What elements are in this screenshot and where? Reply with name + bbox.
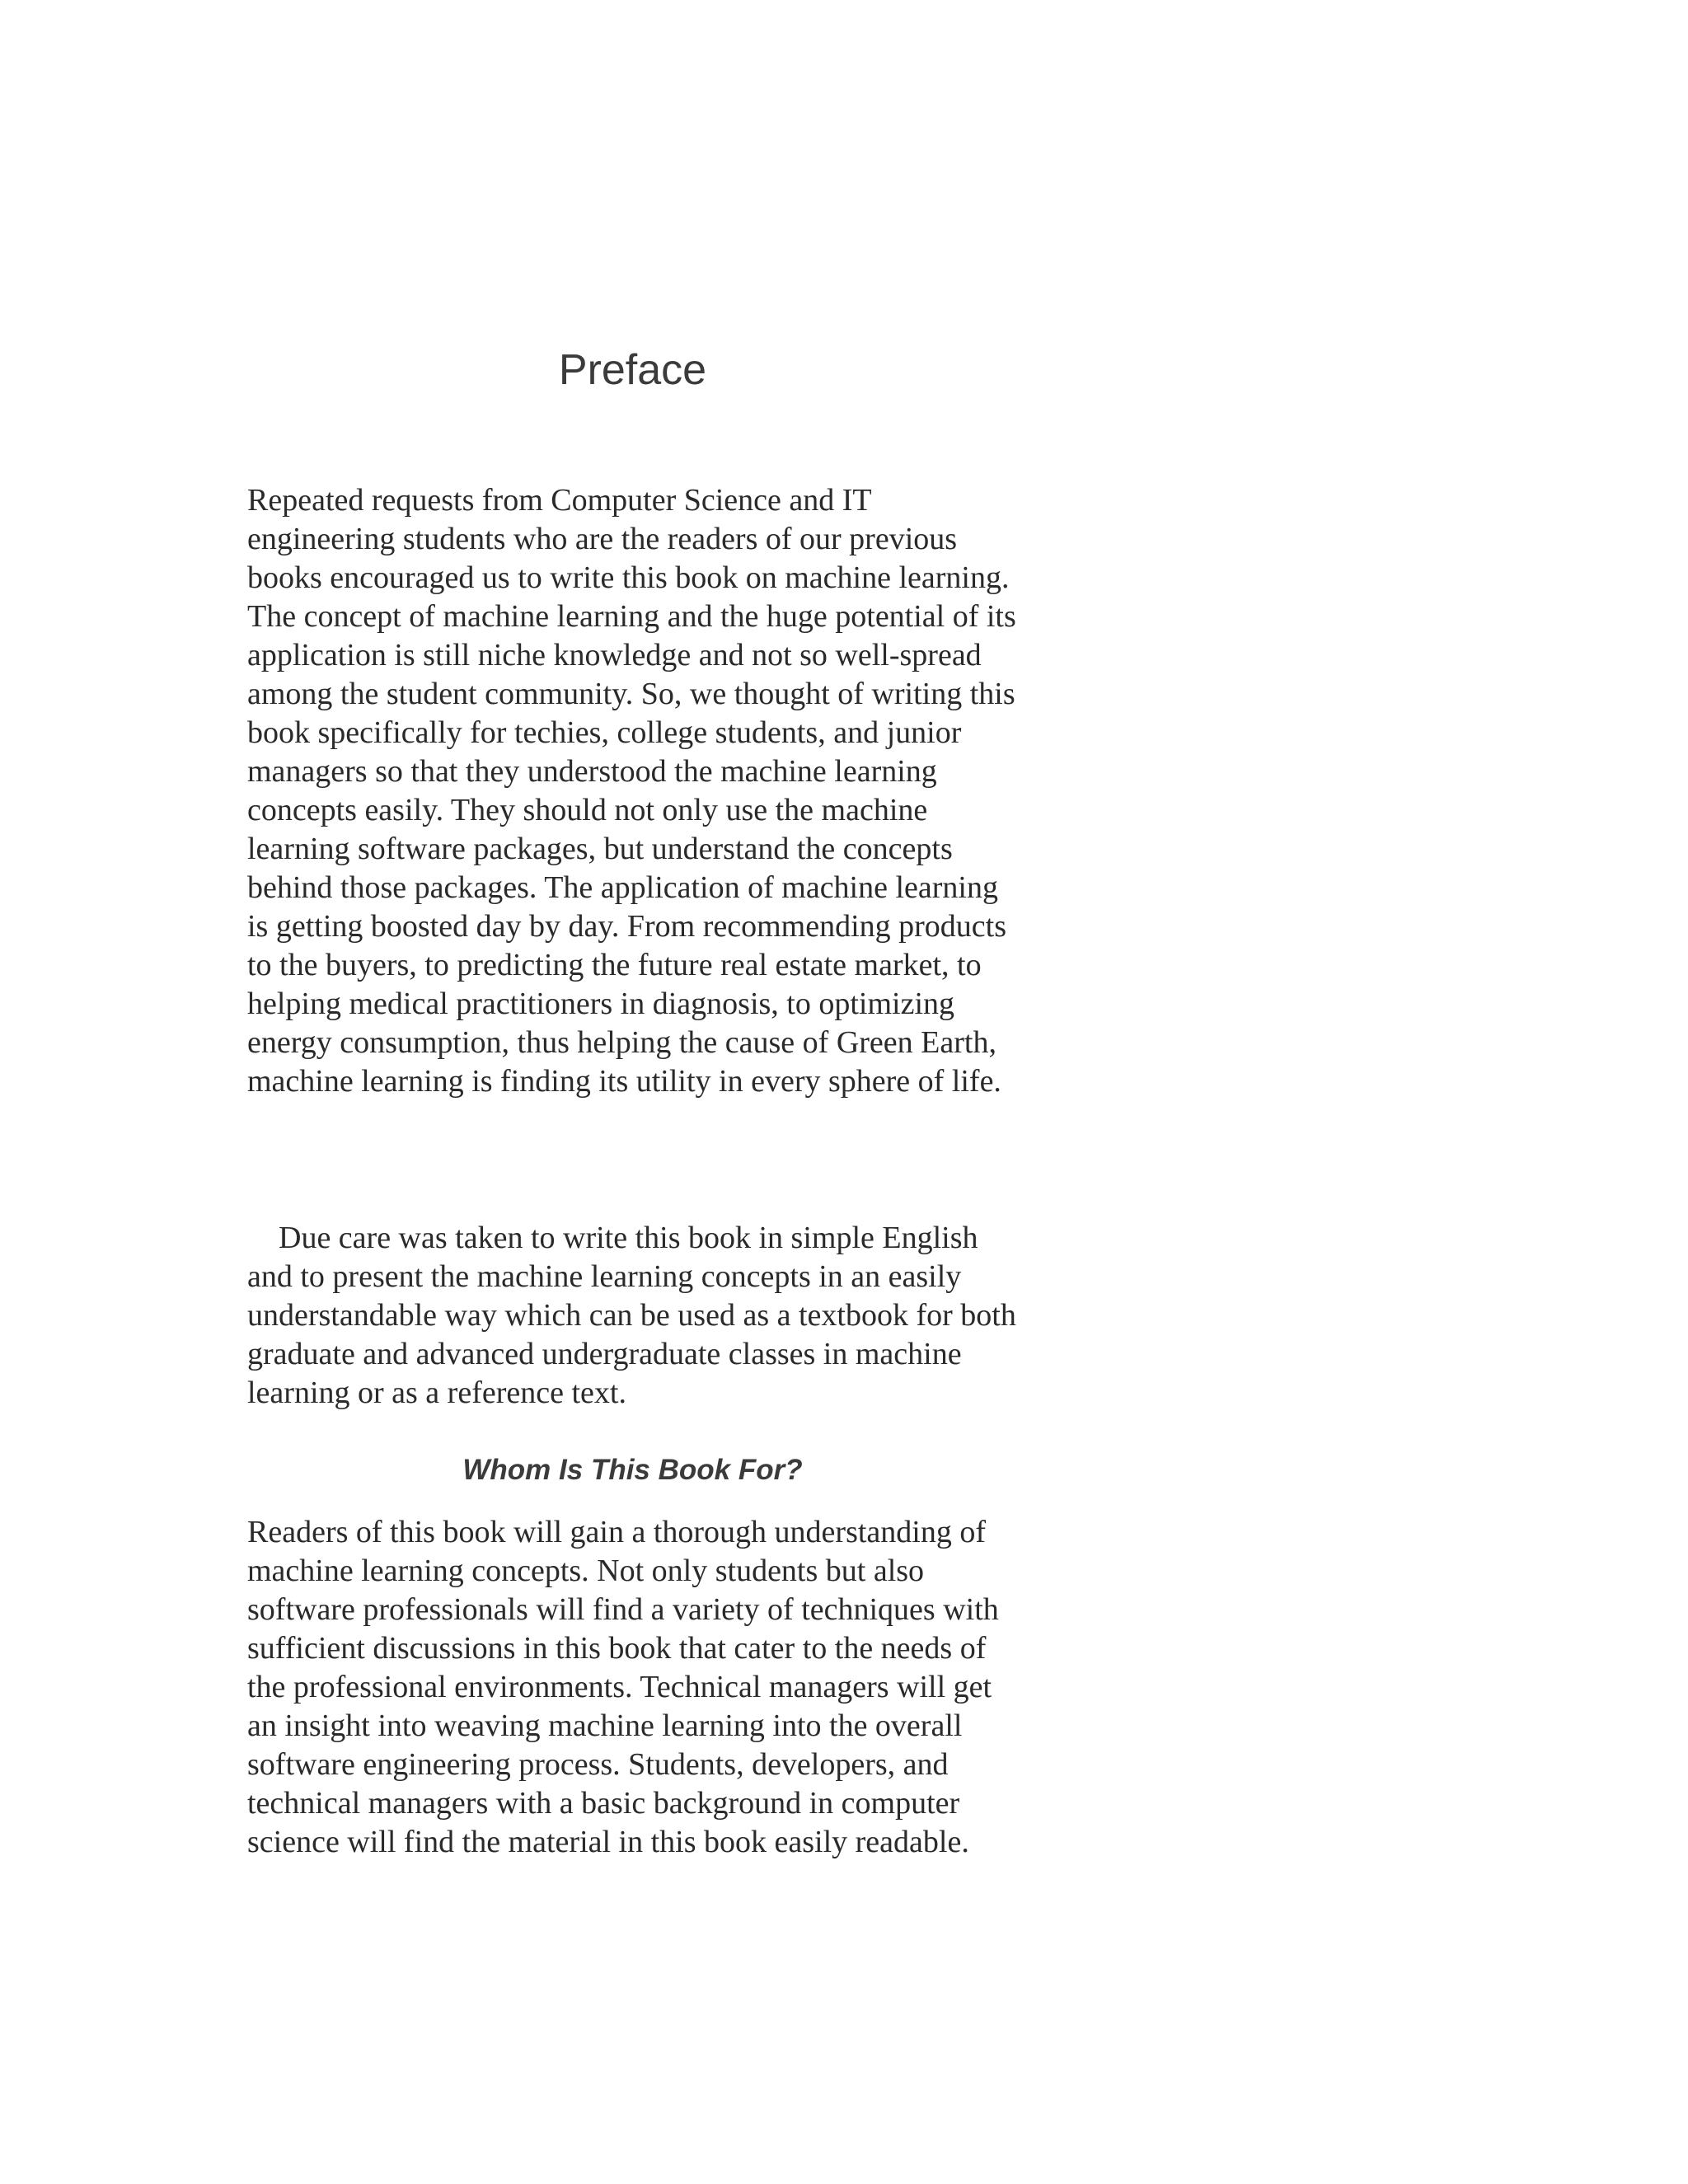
preface-paragraph-1: Repeated requests from Computer Science and IT engineering students who are the readers of our previous books encouraged us to write this book on machine learning. The concept of machine learning and the huge potential of its application is still niche knowledge and not so well-spread among the student community. So, we thought of writing this book specifically for techies, college students, and junior managers so that they understood the machine learning concepts easily. They should not only use the machine learning software packages, but understand the concepts behind those packages. The application of machine learning is getting boosted day by day. From recommending products to the buyers, to predicting the future real estate market, to helping medical practitioners in diagnosis, to optimizing energy consumption, thus helping the cause of Green Earth, machine learning is finding its utility in every sphere of life. [247,483,1016,1099]
page-title: Preface [558,346,707,394]
section-subheading: Whom Is This Book For? [462,1454,803,1486]
preface-paragraph-2: Due care was taken to write this book in simple English and to present the machine learning concepts in an easily understandable way which can be used as a textbook for both graduate and advanced undergraduate classes in machine learning or as a reference text. [247,1221,1016,1410]
audience-paragraph: Readers of this book will gain a thorough understanding of machine learning concepts. Not only students but also software professionals will find a variety of techniques with sufficient discussions in this book that cater to the needs of the professional environments. Technical managers will get an insight into weaving machine learning into the overall software engineering process. Students, developers, and technical managers with a basic background in computer science will find the material in this book easily readable. [247,1515,999,1859]
